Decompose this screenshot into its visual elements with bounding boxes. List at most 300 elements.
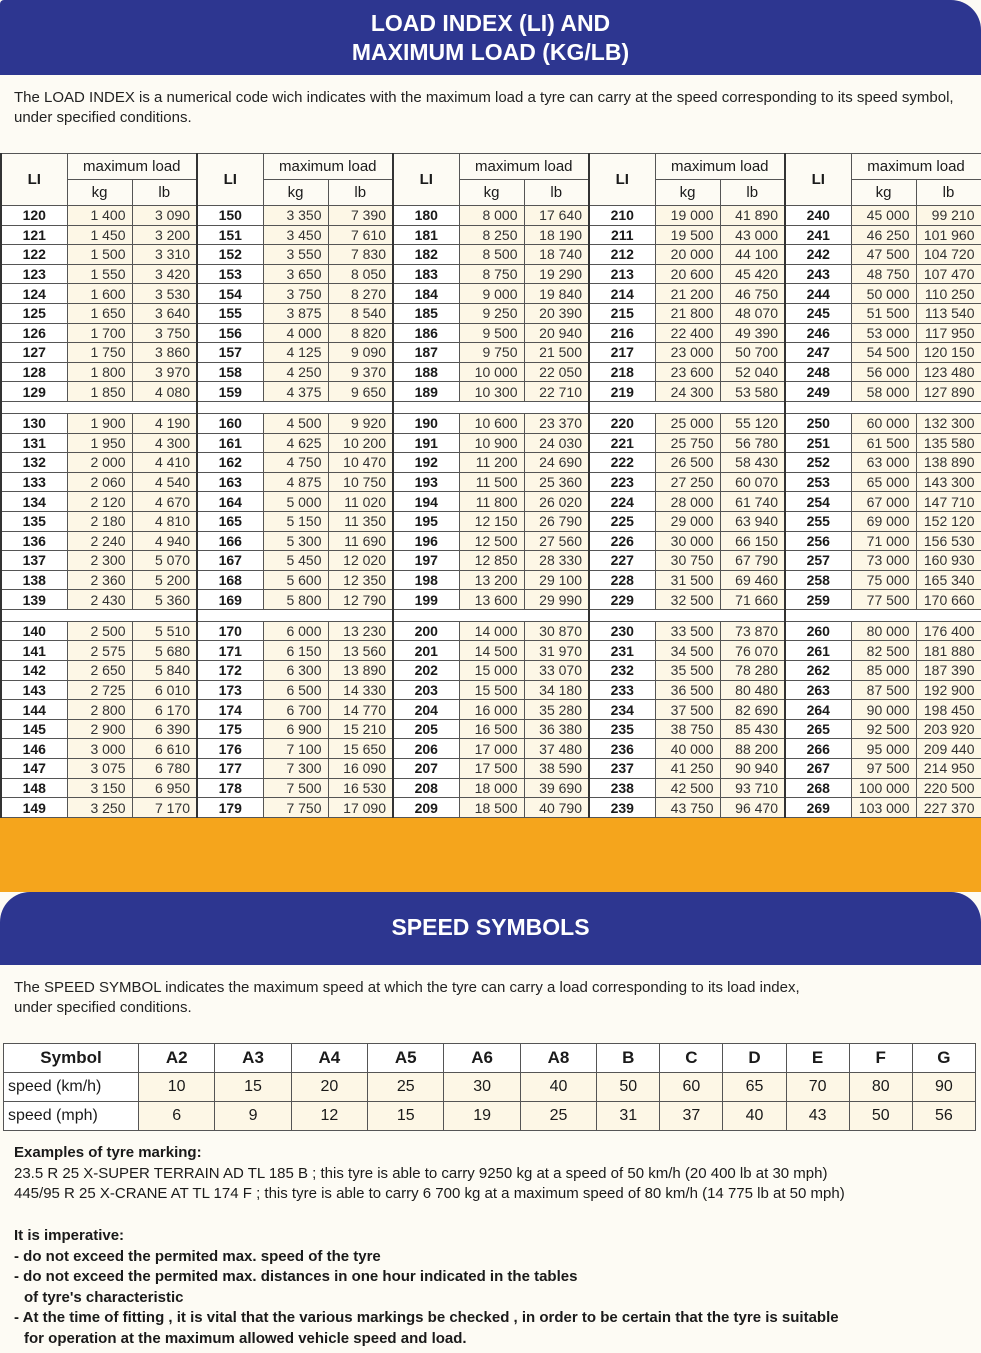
lb-value-cell: 15 210 [328,719,393,739]
lb-value-cell: 143 300 [916,472,981,492]
kg-value-cell: 58 000 [851,382,916,402]
kg-value-cell: 53 000 [851,323,916,343]
lb-value-cell: 22 710 [524,382,589,402]
lb-value-cell: 5 510 [132,621,197,641]
load-index-cell: 181 [393,225,459,245]
lb-value-cell: 3 750 [132,323,197,343]
load-index-cell: 138 [1,570,67,590]
table-row [1,264,981,284]
load-index-cell: 219 [589,382,655,402]
lb-value-cell: 227 370 [916,798,981,818]
load-index-cell: 156 [197,323,263,343]
load-index-cell: 245 [785,303,851,323]
speed-mph-cell: 43 [786,1102,849,1131]
kg-value-cell: 1 900 [67,413,132,433]
table-row [1,492,981,512]
kg-value-cell: 103 000 [851,798,916,818]
kg-value-cell: 2 725 [67,680,132,700]
kg-value-cell: 38 750 [655,719,720,739]
speed-symbol-header: F [849,1044,912,1073]
kg-value-cell: 16 000 [459,700,524,720]
load-index-cell: 196 [393,531,459,551]
kg-value-cell: 60 000 [851,413,916,433]
kg-value-cell: 2 300 [67,551,132,571]
lb-value-cell: 41 890 [720,206,785,226]
load-index-cell: 230 [589,621,655,641]
lb-value-cell: 9 090 [328,343,393,363]
lb-value-cell: 66 150 [720,531,785,551]
speed-mph-cell: 50 [849,1102,912,1131]
kg-value-cell: 43 750 [655,798,720,818]
lb-value-cell: 8 820 [328,323,393,343]
load-index-cell: 191 [393,433,459,453]
kg-value-cell: 12 150 [459,511,524,531]
load-index-cell: 214 [589,284,655,304]
load-index-cell: 169 [197,590,263,610]
lb-value-cell: 16 090 [328,759,393,779]
load-index-header-row [1,154,981,180]
speed-symbol-header: A4 [291,1044,367,1073]
load-index-cell: 179 [197,798,263,818]
load-index-cell: 254 [785,492,851,512]
speed-symbol-header: A8 [520,1044,596,1073]
lb-value-cell: 78 280 [720,661,785,681]
load-index-cell: 265 [785,719,851,739]
speed-symbol-header: A3 [215,1044,291,1073]
kg-value-cell: 4 000 [263,323,328,343]
load-index-cell: 153 [197,264,263,284]
kg-value-cell: 1 600 [67,284,132,304]
load-index-cell: 194 [393,492,459,512]
lb-value-cell: 198 450 [916,700,981,720]
load-index-cell: 182 [393,245,459,265]
kg-value-cell: 8 000 [459,206,524,226]
kg-column-header: kg [67,180,132,206]
load-index-cell: 232 [589,661,655,681]
speed-symbol-header: C [660,1044,723,1073]
lb-value-cell: 3 640 [132,303,197,323]
load-index-cell: 146 [1,739,67,759]
load-index-cell: 195 [393,511,459,531]
kg-value-cell: 19 000 [655,206,720,226]
load-index-cell: 218 [589,362,655,382]
lb-value-cell: 187 390 [916,661,981,681]
load-index-cell: 187 [393,343,459,363]
lb-value-cell: 4 300 [132,433,197,453]
lb-value-cell: 6 170 [132,700,197,720]
lb-value-cell: 3 860 [132,343,197,363]
kg-value-cell: 12 850 [459,551,524,571]
kg-value-cell: 29 000 [655,511,720,531]
table-row [1,590,981,610]
lb-value-cell: 40 790 [524,798,589,818]
lb-value-cell: 26 790 [524,511,589,531]
load-index-cell: 231 [589,641,655,661]
kg-value-cell: 1 550 [67,264,132,284]
load-index-cell: 244 [785,284,851,304]
kg-value-cell: 34 500 [655,641,720,661]
lb-value-cell: 10 750 [328,472,393,492]
load-index-cell: 212 [589,245,655,265]
load-index-cell: 260 [785,621,851,641]
kg-value-cell: 9 000 [459,284,524,304]
kg-value-cell: 48 750 [851,264,916,284]
load-index-cell: 170 [197,621,263,641]
kg-value-cell: 92 500 [851,719,916,739]
speed-symbol-header: A6 [444,1044,520,1073]
load-index-table-body [1,206,981,818]
li-column-header: LI [197,154,263,206]
load-index-cell: 171 [197,641,263,661]
load-index-cell: 130 [1,413,67,433]
kg-value-cell: 1 750 [67,343,132,363]
lb-value-cell: 36 380 [524,719,589,739]
speed-kmh-cell: 70 [786,1073,849,1102]
lb-value-cell: 13 890 [328,661,393,681]
table-row [1,303,981,323]
lb-value-cell: 8 270 [328,284,393,304]
load-index-cell: 166 [197,531,263,551]
lb-value-cell: 176 400 [916,621,981,641]
kg-value-cell: 2 000 [67,453,132,473]
examples-heading: Examples of tyre marking: [14,1144,202,1161]
kg-value-cell: 4 750 [263,453,328,473]
maximum-load-header: maximum load [851,154,981,180]
kg-value-cell: 46 250 [851,225,916,245]
kg-value-cell: 61 500 [851,433,916,453]
lb-value-cell: 12 790 [328,590,393,610]
load-index-cell: 204 [393,700,459,720]
load-index-cell: 178 [197,778,263,798]
load-index-cell: 208 [393,778,459,798]
lb-value-cell: 7 170 [132,798,197,818]
lb-value-cell: 6 780 [132,759,197,779]
load-index-cell: 188 [393,362,459,382]
lb-value-cell: 39 690 [524,778,589,798]
lb-value-cell: 58 430 [720,453,785,473]
kg-value-cell: 18 500 [459,798,524,818]
load-index-cell: 201 [393,641,459,661]
lb-value-cell: 209 440 [916,739,981,759]
li-column-header: LI [785,154,851,206]
load-index-cell: 267 [785,759,851,779]
table-row [1,472,981,492]
load-index-cell: 121 [1,225,67,245]
lb-value-cell: 31 970 [524,641,589,661]
lb-value-cell: 6 390 [132,719,197,739]
lb-value-cell: 3 530 [132,284,197,304]
speed-kmh-cell: 30 [444,1073,520,1102]
kg-value-cell: 13 600 [459,590,524,610]
load-index-cell: 203 [393,680,459,700]
load-index-cell: 227 [589,551,655,571]
lb-value-cell: 15 650 [328,739,393,759]
lb-value-cell: 10 200 [328,433,393,453]
lb-value-cell: 127 890 [916,382,981,402]
kg-value-cell: 41 250 [655,759,720,779]
lb-value-cell: 181 880 [916,641,981,661]
lb-value-cell: 50 700 [720,343,785,363]
lb-value-cell: 17 090 [328,798,393,818]
load-index-cell: 238 [589,778,655,798]
lb-value-cell: 27 560 [524,531,589,551]
load-index-cell: 127 [1,343,67,363]
kg-column-header: kg [655,180,720,206]
kg-value-cell: 7 100 [263,739,328,759]
kg-value-cell: 10 900 [459,433,524,453]
speed-mph-cell: 40 [723,1102,786,1131]
lb-column-header: lb [524,180,589,206]
load-index-cell: 150 [197,206,263,226]
imperative-heading: It is imperative: [14,1227,125,1244]
table-row [1,225,981,245]
lb-value-cell: 52 040 [720,362,785,382]
lb-value-cell: 4 540 [132,472,197,492]
load-index-cell: 175 [197,719,263,739]
li-column-header: LI [1,154,67,206]
imperative-item-2-line2: of tyre's characteristic [24,1288,184,1306]
lb-value-cell: 14 770 [328,700,393,720]
load-index-cell: 200 [393,621,459,641]
load-index-cell: 249 [785,382,851,402]
lb-value-cell: 9 370 [328,362,393,382]
lb-column-header: lb [720,180,785,206]
example-line-2: 445/95 R 25 X-CRANE AT TL 174 F ; this tyre is able to carry 6 700 kg at a maximum speed of 80 km/h (14 775 lb at 50 mph) [14,1185,845,1202]
lb-value-cell: 20 390 [524,303,589,323]
lb-value-cell: 220 500 [916,778,981,798]
load-index-cell: 198 [393,570,459,590]
kg-value-cell: 7 750 [263,798,328,818]
kg-value-cell: 3 875 [263,303,328,323]
imperative-notes [14,1226,839,1349]
load-index-cell: 242 [785,245,851,265]
speed-symbol-header: D [723,1044,786,1073]
kg-value-cell: 4 625 [263,433,328,453]
load-index-cell: 229 [589,590,655,610]
kg-value-cell: 54 500 [851,343,916,363]
kg-value-cell: 90 000 [851,700,916,720]
load-index-cell: 251 [785,433,851,453]
table-row [1,413,981,433]
lb-value-cell: 9 650 [328,382,393,402]
load-index-cell: 155 [197,303,263,323]
kg-value-cell: 2 575 [67,641,132,661]
speed-kmh-cell: 40 [520,1073,596,1102]
kg-value-cell: 33 500 [655,621,720,641]
lb-value-cell: 192 900 [916,680,981,700]
kg-value-cell: 10 000 [459,362,524,382]
lb-value-cell: 61 740 [720,492,785,512]
kg-value-cell: 73 000 [851,551,916,571]
kg-value-cell: 6 150 [263,641,328,661]
kg-value-cell: 32 500 [655,590,720,610]
kg-value-cell: 15 500 [459,680,524,700]
load-index-cell: 256 [785,531,851,551]
kg-value-cell: 2 360 [67,570,132,590]
symbol-header: Symbol [4,1044,139,1073]
lb-value-cell: 8 540 [328,303,393,323]
table-row [1,453,981,473]
load-index-cell: 225 [589,511,655,531]
kg-value-cell: 95 000 [851,739,916,759]
speed-kmh-cell: 25 [368,1073,444,1102]
speed-symbol-header-row [4,1044,976,1073]
kg-value-cell: 10 600 [459,413,524,433]
lb-value-cell: 11 350 [328,511,393,531]
lb-value-cell: 110 250 [916,284,981,304]
kg-value-cell: 7 500 [263,778,328,798]
load-index-cell: 239 [589,798,655,818]
kg-value-cell: 2 430 [67,590,132,610]
table-row [1,700,981,720]
kg-value-cell: 14 000 [459,621,524,641]
kg-value-cell: 2 240 [67,531,132,551]
lb-value-cell: 35 280 [524,700,589,720]
load-index-title-line2: MAXIMUM LOAD (KG/LB) [351,39,630,65]
kg-value-cell: 11 800 [459,492,524,512]
speed-kmh-cell: 90 [912,1073,975,1102]
speed-symbol-header: E [786,1044,849,1073]
kg-value-cell: 2 500 [67,621,132,641]
lb-value-cell: 5 200 [132,570,197,590]
lb-value-cell: 170 660 [916,590,981,610]
lb-value-cell: 63 940 [720,511,785,531]
load-index-cell: 222 [589,453,655,473]
lb-value-cell: 156 530 [916,531,981,551]
lb-value-cell: 19 290 [524,264,589,284]
imperative-item-1: - do not exceed the permited max. speed of the tyre [14,1247,381,1265]
lb-value-cell: 132 300 [916,413,981,433]
lb-value-cell: 5 360 [132,590,197,610]
speed-kmh-cell: 15 [215,1073,291,1102]
kg-value-cell: 67 000 [851,492,916,512]
load-index-cell: 264 [785,700,851,720]
lb-value-cell: 6 010 [132,680,197,700]
lb-value-cell: 165 340 [916,570,981,590]
kg-value-cell: 12 500 [459,531,524,551]
speed-symbols-table [3,1043,976,1131]
lb-value-cell: 123 480 [916,362,981,382]
speed-kmh-row [4,1073,976,1102]
lb-value-cell: 26 020 [524,492,589,512]
lb-value-cell: 7 390 [328,206,393,226]
lb-value-cell: 12 020 [328,551,393,571]
load-index-cell: 246 [785,323,851,343]
kg-value-cell: 19 500 [655,225,720,245]
kg-value-cell: 3 000 [67,739,132,759]
load-index-cell: 189 [393,382,459,402]
imperative-item-2-line1: - do not exceed the permited max. distances in one hour indicated in the tables [14,1268,578,1285]
kg-value-cell: 21 200 [655,284,720,304]
lb-value-cell: 73 870 [720,621,785,641]
load-index-cell: 129 [1,382,67,402]
lb-value-cell: 3 310 [132,245,197,265]
kg-value-cell: 1 850 [67,382,132,402]
kg-value-cell: 56 000 [851,362,916,382]
lb-value-cell: 34 180 [524,680,589,700]
speed-symbol-header: A5 [368,1044,444,1073]
load-index-cell: 124 [1,284,67,304]
kg-value-cell: 20 600 [655,264,720,284]
lb-value-cell: 101 960 [916,225,981,245]
kg-column-header: kg [459,180,524,206]
lb-value-cell: 11 020 [328,492,393,512]
load-index-cell: 148 [1,778,67,798]
kg-value-cell: 2 180 [67,511,132,531]
load-index-cell: 221 [589,433,655,453]
kg-value-cell: 16 500 [459,719,524,739]
load-index-cell: 261 [785,641,851,661]
kg-value-cell: 1 450 [67,225,132,245]
load-index-cell: 128 [1,362,67,382]
lb-value-cell: 53 580 [720,382,785,402]
lb-value-cell: 19 840 [524,284,589,304]
lb-value-cell: 4 810 [132,511,197,531]
load-index-cell: 223 [589,472,655,492]
kg-value-cell: 5 000 [263,492,328,512]
load-index-cell: 220 [589,413,655,433]
speed-kmh-cell: 65 [723,1073,786,1102]
speed-mph-cell: 25 [520,1102,596,1131]
kg-value-cell: 31 500 [655,570,720,590]
kg-value-cell: 30 750 [655,551,720,571]
table-row [1,680,981,700]
load-index-cell: 224 [589,492,655,512]
table-row [1,661,981,681]
kg-value-cell: 4 250 [263,362,328,382]
load-index-cell: 213 [589,264,655,284]
kg-value-cell: 1 400 [67,206,132,226]
lb-value-cell: 3 090 [132,206,197,226]
load-index-cell: 177 [197,759,263,779]
kg-value-cell: 20 000 [655,245,720,265]
table-row [1,245,981,265]
kg-value-cell: 30 000 [655,531,720,551]
kg-value-cell: 6 900 [263,719,328,739]
load-index-cell: 158 [197,362,263,382]
kg-value-cell: 4 500 [263,413,328,433]
lb-value-cell: 3 200 [132,225,197,245]
load-index-cell: 209 [393,798,459,818]
load-index-cell: 173 [197,680,263,700]
load-index-cell: 145 [1,719,67,739]
lb-value-cell: 135 580 [916,433,981,453]
speed-symbol-header: G [912,1044,975,1073]
load-index-cell: 136 [1,531,67,551]
load-index-cell: 154 [197,284,263,304]
load-index-cell: 167 [197,551,263,571]
kg-value-cell: 37 500 [655,700,720,720]
lb-value-cell: 12 350 [328,570,393,590]
lb-value-cell: 90 940 [720,759,785,779]
load-index-cell: 184 [393,284,459,304]
load-index-cell: 215 [589,303,655,323]
lb-value-cell: 76 070 [720,641,785,661]
table-row [1,641,981,661]
lb-value-cell: 55 120 [720,413,785,433]
load-index-cell: 134 [1,492,67,512]
lb-value-cell: 5 680 [132,641,197,661]
kg-value-cell: 3 150 [67,778,132,798]
kg-value-cell: 97 500 [851,759,916,779]
lb-value-cell: 23 370 [524,413,589,433]
kg-value-cell: 18 000 [459,778,524,798]
kg-value-cell: 82 500 [851,641,916,661]
tyre-marking-examples [14,1143,845,1205]
lb-value-cell: 8 050 [328,264,393,284]
speed-symbols-section [0,892,981,1353]
kg-value-cell: 23 600 [655,362,720,382]
